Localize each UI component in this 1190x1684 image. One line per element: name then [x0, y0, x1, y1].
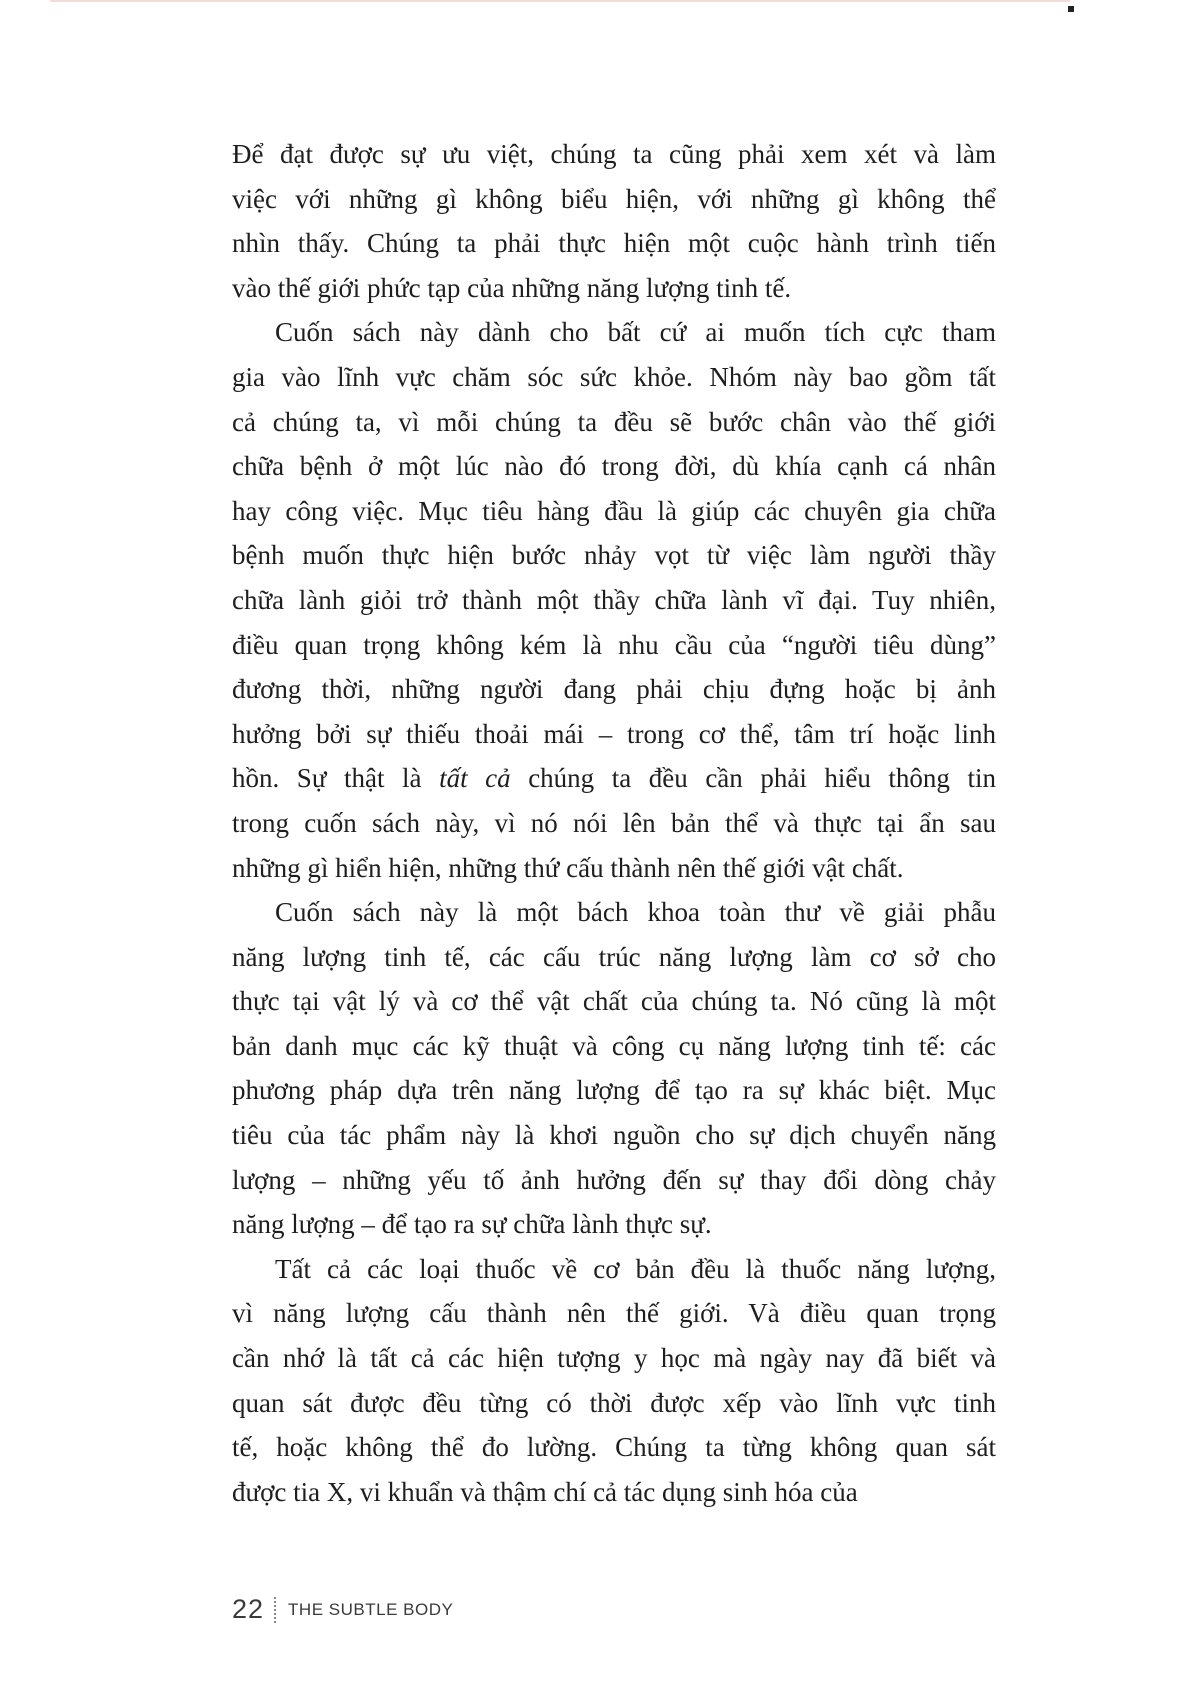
text-line: năng lượng tinh tế, các cấu trúc năng lượng làm cơ sở cho [232, 941, 996, 972]
running-title: THE SUBTLE BODY [288, 1599, 454, 1619]
text-line: vì năng lượng cấu thành nên thế giới. Và điều quan trọng [232, 1298, 996, 1329]
text-line: việc với những gì không biểu hiện, với những gì không thể [232, 183, 996, 214]
text-line: bệnh muốn thực hiện bước nhảy vọt từ việc làm người thầy [232, 540, 996, 571]
text-line: được tia X, vi khuẩn và thậm chí cả tác dụng sinh hóa của [232, 1476, 858, 1507]
text-line: trong cuốn sách này, vì nó nói lên bản thể và thực tại ẩn sau [232, 807, 996, 838]
paragraph [232, 890, 996, 1247]
text-line: năng lượng – để tạo ra sự chữa lành thực sự. [232, 1209, 712, 1240]
paragraph [232, 310, 996, 890]
paragraph [232, 1247, 996, 1515]
text-line: gia vào lĩnh vực chăm sóc sức khỏe. Nhóm này bao gồm tất [232, 361, 996, 392]
text-line: đương thời, những người đang phải chịu đựng hoặc bị ảnh [232, 674, 996, 705]
text-line: vào thế giới phức tạp của những năng lượng tinh tế. [232, 272, 792, 303]
text-line: thực tại vật lý và cơ thể vật chất của chúng ta. Nó cũng là một [232, 986, 996, 1017]
text-line: cần nhớ là tất cả các hiện tượng y học mà ngày nay đã biết và [232, 1343, 996, 1374]
text-line: chữa lành giỏi trở thành một thầy chữa lành vĩ đại. Tuy nhiên, [232, 584, 996, 615]
page-top-edge [50, 0, 1070, 2]
text-line: những gì hiển hiện, những thứ cấu thành nên thế giới vật chất. [232, 852, 904, 883]
page-footer [232, 1594, 453, 1625]
text-line: Cuốn sách này là một bách khoa toàn thư về giải phẫu [275, 897, 996, 928]
text-line: Tất cả các loại thuốc về cơ bản đều là thuốc năng lượng, [275, 1253, 996, 1284]
text-line: tế, hoặc không thể đo lường. Chúng ta từng không quan sát [232, 1432, 996, 1463]
text-line: Để đạt được sự ưu việt, chúng ta cũng phải xem xét và làm [232, 139, 996, 169]
text-line: Cuốn sách này dành cho bất cứ ai muốn tích cực tham [275, 317, 996, 348]
text-line: tiêu của tác phẩm này là khơi nguồn cho sự dịch chuyển năng [232, 1120, 996, 1151]
text-line: hay công việc. Mục tiêu hàng đầu là giúp các chuyên gia chữa [232, 495, 996, 526]
text-line: chữa bệnh ở một lúc nào đó trong đời, dù khía cạnh cá nhân [232, 451, 996, 482]
text-line: nhìn thấy. Chúng ta phải thực hiện một cuộc hành trình tiến [232, 228, 996, 259]
paragraph [232, 132, 996, 310]
page-number: 22 [232, 1594, 265, 1624]
text-line: hồn. Sự thật là tất cả chúng ta đều cần phải hiểu thông tin [232, 763, 996, 794]
text-line: điều quan trọng không kém là nhu cầu của “người tiêu dùng” [232, 629, 996, 660]
text-line: hưởng bởi sự thiếu thoải mái – trong cơ thể, tâm trí hoặc linh [232, 718, 996, 749]
text-line: quan sát được đều từng có thời được xếp vào lĩnh vực tinh [232, 1387, 996, 1418]
body-text [232, 132, 996, 1514]
footer-separator [274, 1597, 276, 1623]
page-corner-mark [1068, 6, 1074, 12]
text-line: bản danh mục các kỹ thuật và công cụ năng lượng tinh tế: các [232, 1030, 996, 1061]
text-line: lượng – những yếu tố ảnh hưởng đến sự thay đổi dòng chảy [232, 1164, 996, 1195]
text-line: cả chúng ta, vì mỗi chúng ta đều sẽ bước chân vào thế giới [232, 406, 996, 437]
text-line: phương pháp dựa trên năng lượng để tạo ra sự khác biệt. Mục [232, 1075, 996, 1106]
italic-emphasis: tất cả [439, 763, 511, 794]
